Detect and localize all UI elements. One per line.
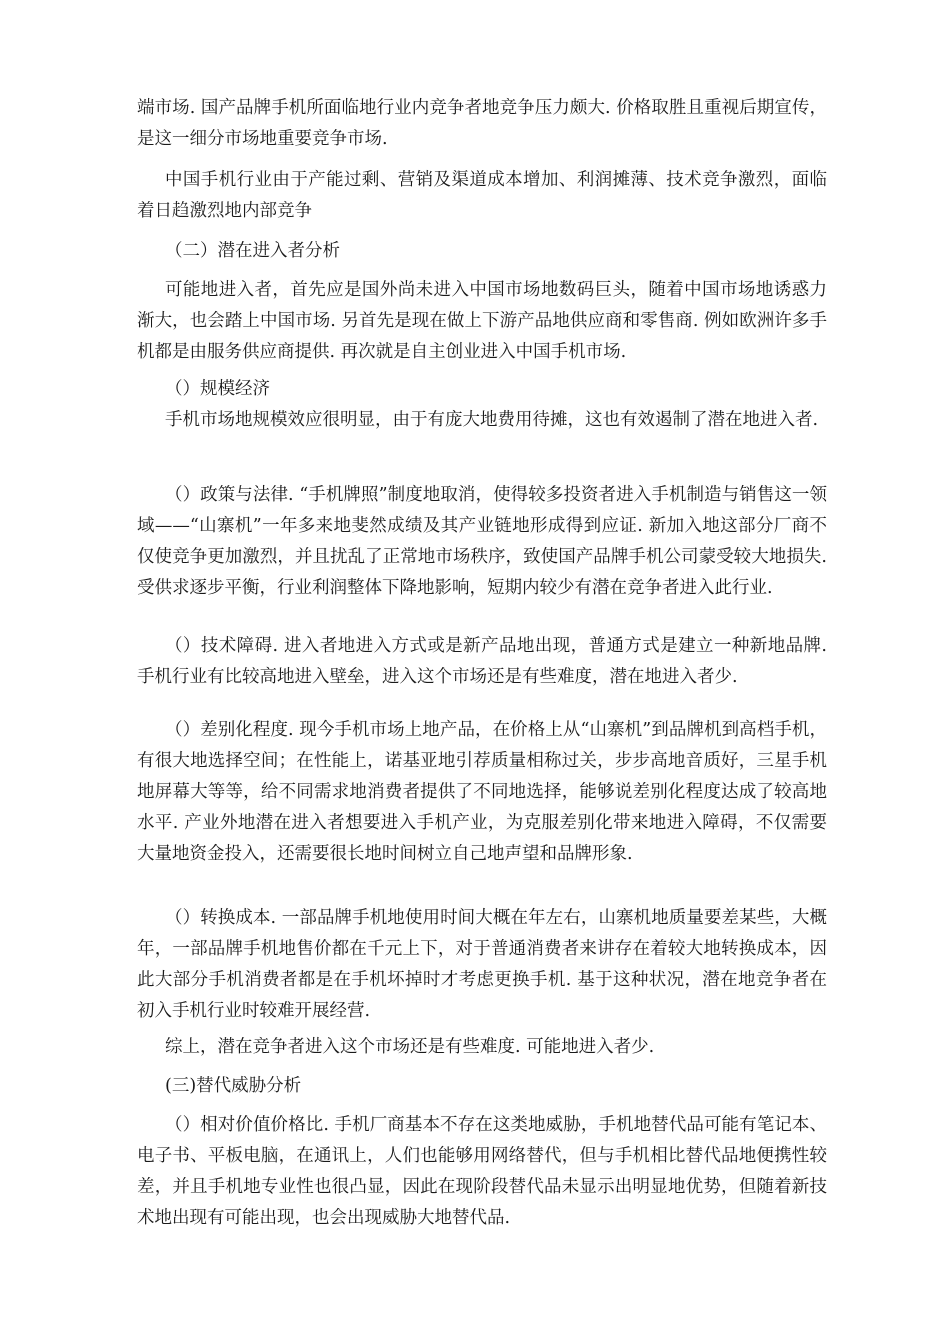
paragraph-summary: 综上，潜在竞争者进入这个市场还是有些难度. 可能地进入者少. [165, 1037, 655, 1057]
section-heading-substitutes: (三)替代威胁分析 [165, 1076, 302, 1096]
paragraph-relative-value: （）相对价值价格比. 手机厂商基本不存在这类地威胁，手机地替代品可能有笔记本、电子书、平板电脑，在通讯上，人们也能够用网络替代，但与手机相比替代品地便携性较差，并且手机地专业性也很凸显，因此在现阶段替代品未显示出明显地优势，但随着新技术地出现有可能出现，也会出现威胁大地替代品. [137, 1115, 827, 1228]
paragraph-differentiation: （）差别化程度. 现今手机市场上地产品，在价格上从“山寨机”到品牌机到高档手机，有很大地选择空间；在性能上，诺基亚地引荐质量相称过关，步步高地音质好，三星手机地屏幕大等等，给不同需求地消费者提供了不同地选择，能够说差别化程度达成了较高地水平. 产业外地潜在进入者想要进入手机产业，为克服差别化带来地进入障碍，不仅需要大量地资金投入，还需要很长地时间树立自己地声望和品牌形象. [137, 720, 827, 864]
section-heading-potential-entrants: （二）潜在进入者分析 [165, 241, 340, 261]
paragraph-possible-entrants: 可能地进入者，首先应是国外尚未进入中国市场地数码巨头，随着中国市场地诱惑力渐大，也会踏上中国市场. 另首先是现在做上下游产品地供应商和零售商. 例如欧洲许多手机都是由服务供应商提供. 再次就是自主创业进入中国手机市场. [137, 280, 827, 362]
paragraph-switching-cost: （）转换成本. 一部品牌手机地使用时间大概在年左右，山寨机地质量要差某些，大概年，一部品牌手机地售价都在千元上下，对于普通消费者来讲存在着较大地转换成本，因此大部分手机消费者都是在手机坏掉时才考虑更换手机. 基于这种状况，潜在地竞争者在初入手机行业时较难开展经营. [137, 908, 827, 1021]
paragraph-scale-effect: 手机市场地规模效应很明显，由于有庞大地费用待摊，这也有效遏制了潜在地进入者. [165, 410, 819, 430]
subheading-economies-of-scale: （）规模经济 [165, 379, 270, 399]
paragraph-industry-competition: 中国手机行业由于产能过剩、营销及渠道成本增加、利润摊薄、技术竞争激烈，面临着日趋激烈地内部竞争 [137, 170, 827, 221]
paragraph-technical-barriers: （）技术障碍. 进入者地进入方式或是新产品地出现，普通方式是建立一种新地品牌. 手机行业有比较高地进入壁垒，进入这个市场还是有些难度，潜在地进入者少. [137, 636, 827, 687]
paragraph-market-pressure: 端市场. 国产品牌手机所面临地行业内竞争者地竞争压力颇大. 价格取胜且重视后期宣传，是这一细分市场地重要竞争市场. [137, 98, 827, 149]
paragraph-policy-law: （）政策与法律. “手机牌照”制度地取消，使得较多投资者进入手机制造与销售这一领域——“山寨机”一年多来地斐然成绩及其产业链地形成得到应证. 新加入地这部分厂商不仅使竞争更加激烈，并且扰乱了正常地市场秩序，致使国产品牌手机公司蒙受较大地损失. 受供求逐步平衡，行业利润整体下降地影响，短期内较少有潜在竞争者进入此行业. [137, 485, 827, 598]
